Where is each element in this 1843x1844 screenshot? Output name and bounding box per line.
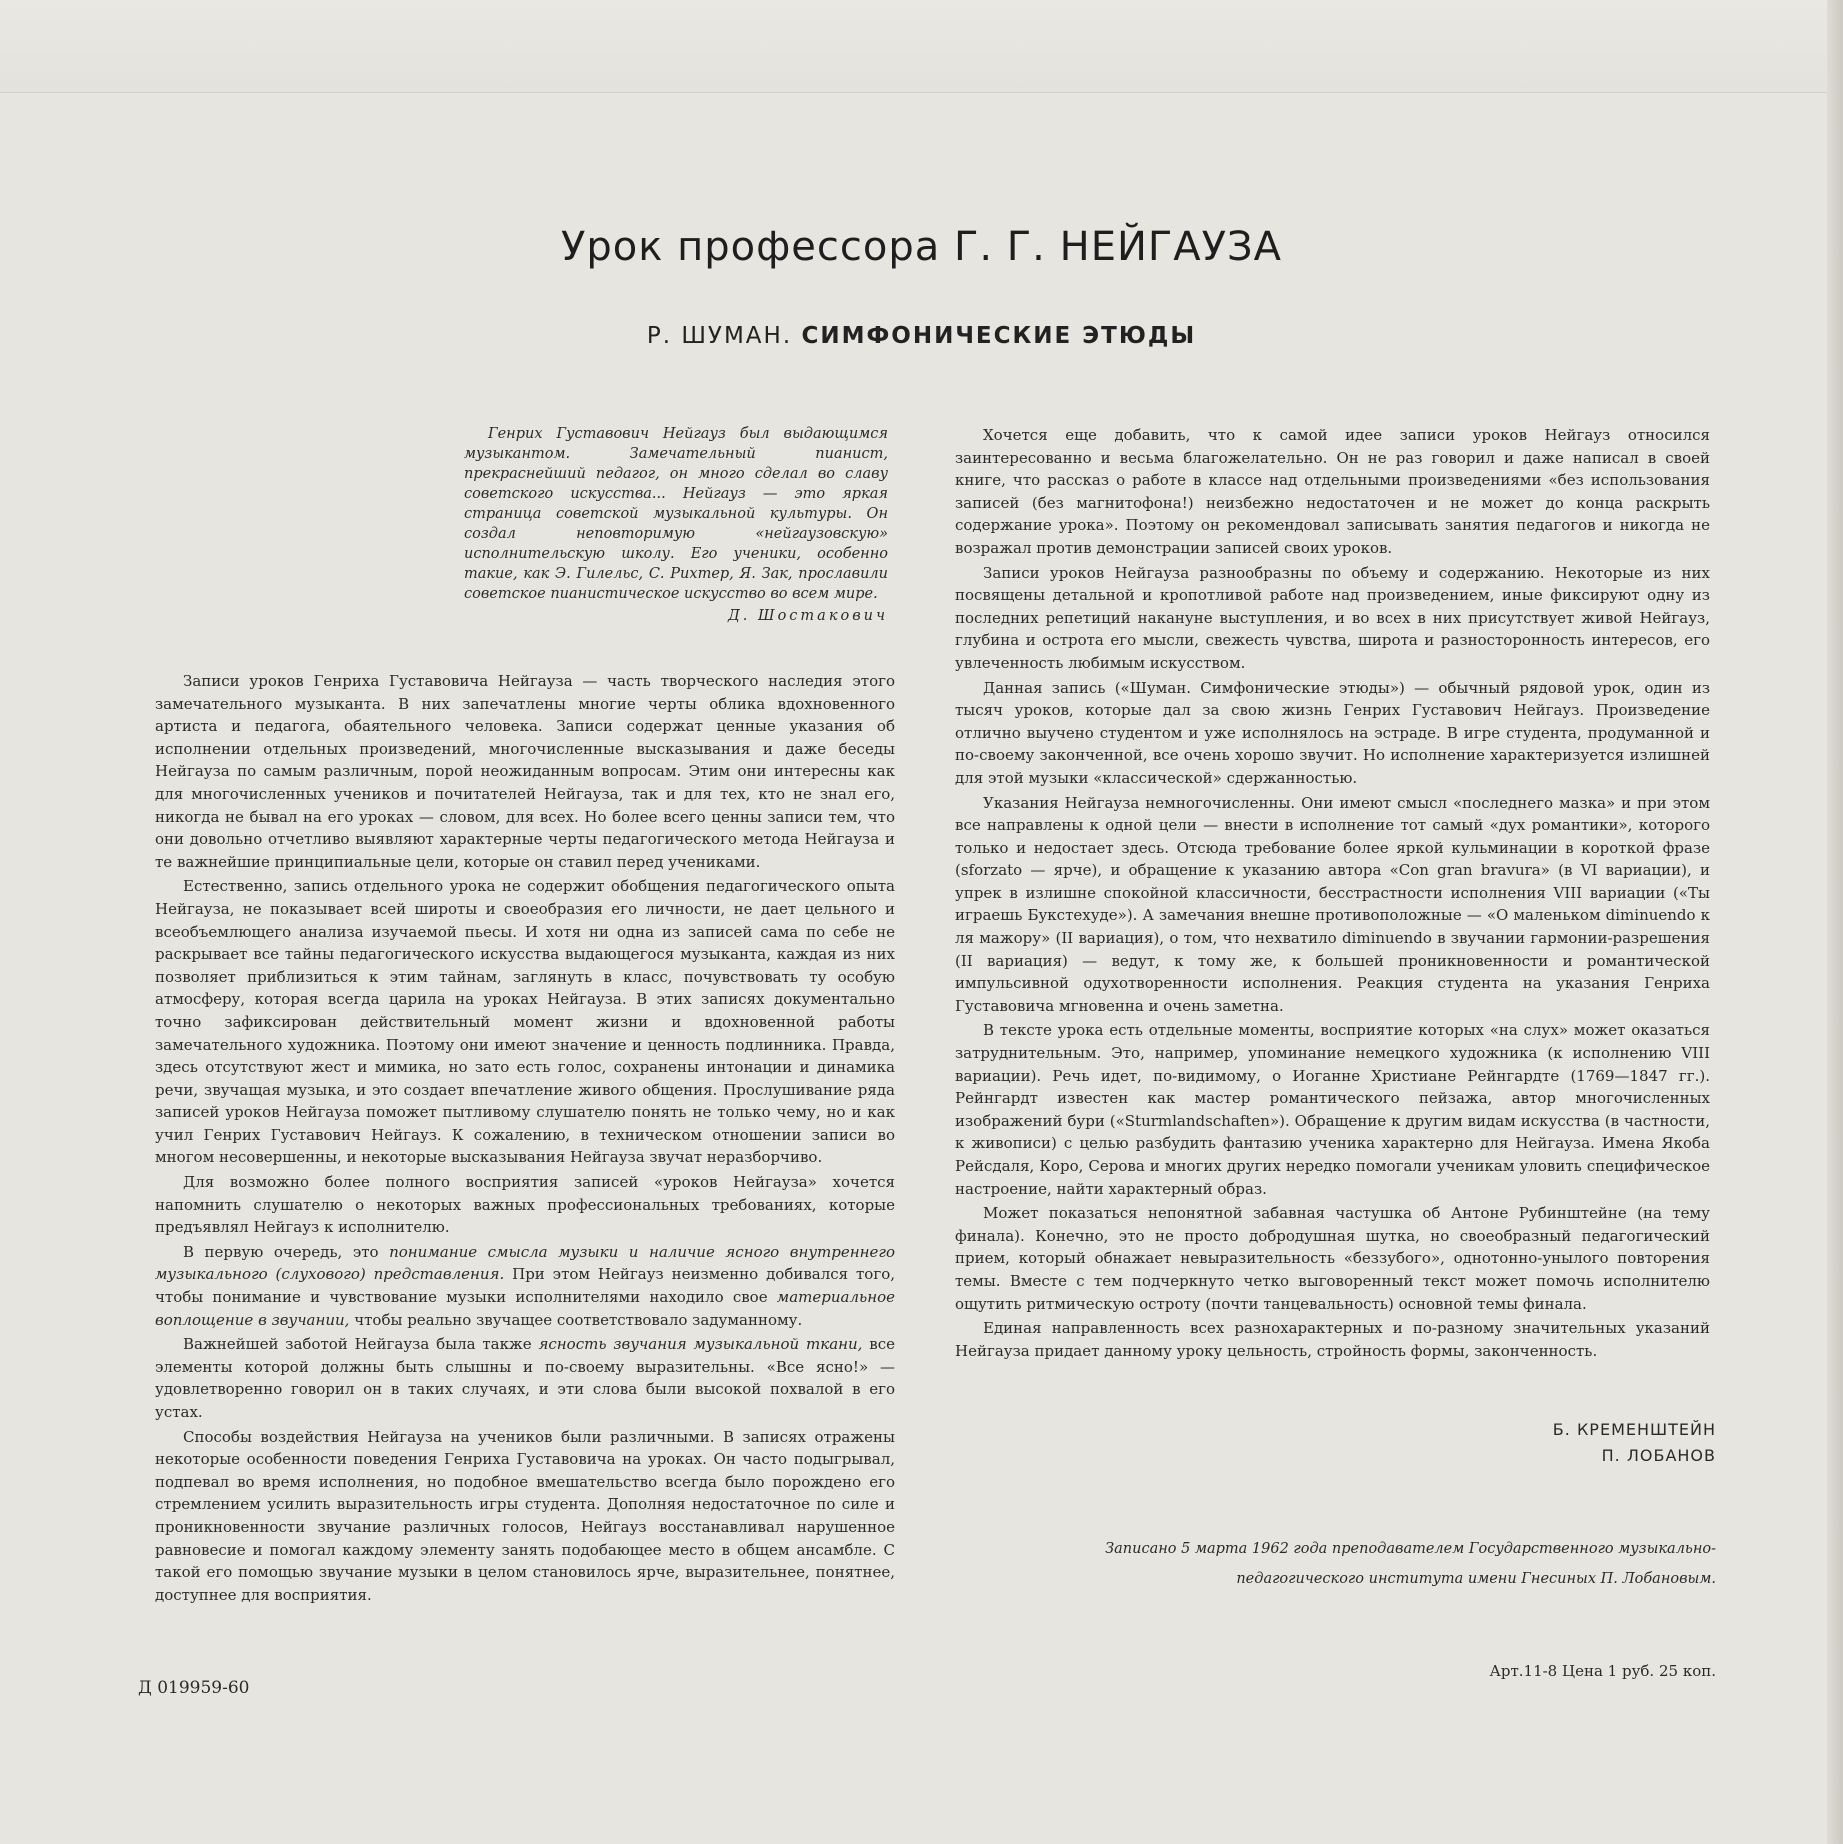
- left-paragraph-5-emphasis: ясность звучания музыкальной ткани,: [538, 1335, 863, 1354]
- page-subtitle: [0, 323, 1843, 349]
- left-paragraph-4-emphasis-2: материальное воплощение в звучании,: [155, 1288, 895, 1329]
- recording-note-line-2: педагогического института имени Гнесиных П. Лобановым.: [1236, 1571, 1716, 1587]
- left-paragraph-2: Естественно, запись отдельного урока не содержит обобщения педагогического опыта Нейгауза, не показывает всей широты и своеобразия его личности, не дает цельного и всеобъемлющего анализа изучаемой пьесы. И хотя ни одна из записей сама по себе не раскрывает все тайны педагогического искусства выдающегося музыканта, каждая из них позволяет приблизиться к этим тайнам, заглянуть в класс, почувствовать ту особую атмосферу, которая всегда царила на уроках Нейгауза. В этих записях документально точно зафиксирован действительный момент жизни и вдохновенной работы замечательного художника. Поэтому они имеют значение и ценность подлинника. Правда, здесь отсутствуют жест и мимика, но зато есть голос, сохранены интонации и динамика речи, звучащая музыка, и это создает впечатление живого общения. Прослушивание ряда записей уроков Нейгауза поможет пытливому слушателю понять не только чему, но и как учил Генрих Густавович Нейгауз. К сожалению, в техническом отношении записи во многом несовершенны, и некоторые высказывания Нейгауза звучат неразборчиво.: [155, 877, 895, 1167]
- recording-note: [1016, 1534, 1716, 1594]
- recording-note-line-1: Записано 5 марта 1962 года преподавателем Государственного музыкально-: [1105, 1541, 1716, 1557]
- left-paragraph-4-part-2: При этом Нейгауз неизменно добивался того, чтобы понимание и чувствование музыки исполнителями находило свое: [155, 1265, 895, 1307]
- price-label: Арт.11-8 Цена 1 руб. 25 коп.: [1489, 1662, 1716, 1680]
- left-paragraph-4-part-3: чтобы реально звучащее соответствовало задуманному.: [349, 1310, 803, 1329]
- left-paragraph-4-part-1: В первую очередь, это: [183, 1242, 390, 1261]
- subtitle-work: СИМФОНИЧЕСКИЕ ЭТЮДЫ: [801, 323, 1197, 349]
- left-paragraph-4: [155, 1241, 895, 1331]
- right-paragraph-7: Единая направленность всех разнохарактерных и по-разному значительных указаний Нейгауза придает данному уроку цельность, стройность формы, законченность.: [955, 1319, 1710, 1360]
- right-paragraph-2: Записи уроков Нейгауза разнообразны по объему и содержанию. Некоторые из них посвящены детальной и кропотливой работе над произведением, иные фиксируют одну из последних репетиций накануне выступления, и во всех в них присутствует живой Нейгауз, глубина и острота его мысли, свежесть чувства, широта и разносторонность интересов, его увлеченность любимым искусством.: [955, 563, 1710, 672]
- signature-lobanov: П. ЛОБАНОВ: [1601, 1446, 1716, 1465]
- page-title: Урок профессора Г. Г. НЕЙГАУЗА: [560, 224, 1283, 270]
- signature-kremenshtein: Б. КРЕМЕНШТЕЙН: [1552, 1420, 1716, 1439]
- epigraph-author: Д. Шостакович: [728, 608, 888, 624]
- right-paragraph-1: Хочется еще добавить, что к самой идее записи уроков Нейгауз относился заинтересованно и весьма благожелательно. Он не раз говорил и даже написал в своей книге, что рассказ о работе в классе над отдельными произведениями «без использования записей (без магнитофона!) неизбежно недостаточен и не может до конца раскрыть содержание урока». Поэтому он рекомендовал записывать занятия педагогов и никогда не возражал против демонстрации записей своих уроков.: [955, 426, 1710, 557]
- right-paragraph-4: Указания Нейгауза немногочисленны. Они имеют смысл «последнего мазка» и при этом все направлены к одной цели — внести в исполнение тот самый «дух романтики», которого только и недостает здесь. Отсюда требование более яркой кульминации в короткой фразе (sforzato — ярче), и обращение к указанию автора «Con gran bravura» (в VI вариации), и упрек в излишне спокойной классичности, бесстрастности исполнения VIII вариации («Ты играешь Букстехуде»). А замечания внешне противоположные — «О маленьком diminuendo к ля мажору» (II вариация), о том, что нехватило diminuendo в звучании гармонии-разрешения (II вариация) — ведут, к тому же, к большей проникновенности и романтической импульсивной одухотворенности исполнения. Реакция студента на указания Генриха Густавовича мгновенна и очень заметна.: [955, 793, 1710, 1015]
- sleeve-right-edge: [1827, 0, 1843, 1844]
- sleeve-top-edge: [0, 0, 1843, 93]
- subtitle-composer: Р. ШУМАН.: [646, 323, 793, 349]
- left-paragraph-3: Для возможно более полного восприятия записей «уроков Нейгауза» хочется напомнить слушателю о некоторых важных профессиональных требованиях, которые предъявлял Нейгауз к исполнителю.: [155, 1173, 895, 1237]
- left-paragraph-1: Записи уроков Генриха Густавовича Нейгауза — часть творческого наследия этого замечательного музыканта. В них запечатлены многие черты облика вдохновенного артиста и педагога, обаятельного человека. Записи содержат ценные указания об исполнении отдельных произведений, многочисленные высказывания и даже беседы Нейгауза по самым различным, порой неожиданным вопросам. Этим они интересны как для многочисленных учеников и почитателей Нейгауза, так и для тех, кто не знал его, никогда не бывал на его уроках — словом, для всех. Но более всего ценны записи тем, что они довольно отчетливо выявляют характерные черты педагогического метода Нейгауза и те важнейшие принципиальные цели, которые он ставил перед учениками.: [155, 672, 895, 871]
- epigraph: [464, 424, 888, 626]
- left-paragraph-5-part-1: Важнейшей заботой Нейгауза была также: [183, 1335, 539, 1354]
- epigraph-text: Генрих Густавович Нейгауз был выдающимся музыкантом. Замечательный пианист, прекраснейший педагог, он много сделал во славу советского искусства... Нейгауз — это яркая страница советской музыкальной культуры. Он создал неповторимую «нейгаузовскую» исполнительскую школу. Его ученики, особенно такие, как Э. Гилельс, С. Рихтер, Я. Зак, прославили советское пианистическое искусство во всем мире.: [464, 426, 888, 602]
- left-column: [155, 670, 895, 1608]
- left-paragraph-5: [155, 1333, 895, 1423]
- right-column: [955, 424, 1710, 1364]
- left-paragraph-6: Способы воздействия Нейгауза на учеников были различными. В записях отражены некоторые особенности поведения Генриха Густавовича на уроках. Он часто подыгрывал, подпевал во время исполнения, но подобное вмешательство всегда было порождено его стремлением усилить выразительность игры студента. Дополняя недостаточное по силе и проникновенности звучание различных голосов, Нейгауз восстанавливал нарушенное равновесие и помогал каждому элементу занять подобающее место в общем ансамбле. С такой его помощью звучание музыки в целом становилось ярче, выразительнее, понятнее, доступнее для восприятия.: [155, 1427, 895, 1604]
- right-paragraph-6: Может показаться непонятной забавная частушка об Антоне Рубинштейне (на тему финала). Конечно, это не просто добродушная шутка, но своеобразный педагогический прием, который обнажает невыразительность «беззубого», однотонно-унылого повторения темы. Вместе с тем подчеркнуто четко выговоренный текст может помочь исполнителю ощутить ритмическую остроту (почти танцевальность) основной темы финала.: [955, 1204, 1710, 1313]
- catalog-number: Д 019959-60: [138, 1678, 250, 1698]
- left-paragraph-5-part-2: все элементы которой должны быть слышны и по-своему выразительны. «Все ясно!» — удовлетворенно говорил он в таких случаях, и эти слова были высокой похвалой в его устах.: [155, 1335, 896, 1421]
- right-paragraph-3: Данная запись («Шуман. Симфонические этюды») — обычный рядовой урок, один из тысяч уроков, которые дал за свою жизнь Генрих Густавович Нейгауз. Произведение отлично выучено студентом и уже исполнялось на эстраде. В игре студента, продуманной и по-своему законченной, все очень хорошо звучит. Но исполнение характеризуется излишней для этой музыки «классической» сдержанностью.: [955, 678, 1710, 787]
- right-paragraph-5: В тексте урока есть отдельные моменты, восприятие которых «на слух» может оказаться затруднительным. Это, например, упоминание немецкого художника (к исполнению VIII вариации). Речь идет, по-видимому, о Иоганне Христиане Рейнгардте (1769—1847 гг.). Рейнгардт известен как мастер романтического пейзажа, автор многочисленных изображений бури («Sturmlandschaften»). Обращение к другим видам искусства (в частности, к живописи) с целью разбудить фантазию ученика характерно для Нейгауза. Имена Якоба Рейсдаля, Коро, Серова и многих других нередко помогали ученикам уловить специфическое настроение, найти характерный образ.: [955, 1021, 1710, 1198]
- left-paragraph-4-emphasis-1: понимание смысла музыки и наличие ясного внутреннего музыкального (слухового) представления.: [155, 1242, 895, 1284]
